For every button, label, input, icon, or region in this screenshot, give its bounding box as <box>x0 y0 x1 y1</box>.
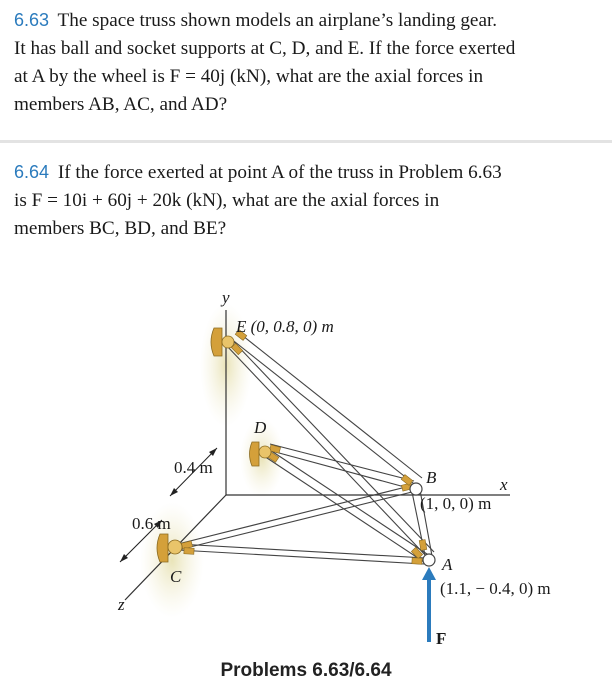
problem-6-64 <box>14 158 604 243</box>
member-db <box>268 450 412 489</box>
problem-6-63 <box>14 6 604 119</box>
label-a-coords: (1.1, − 0.4, 0) m <box>440 579 551 598</box>
member-ca <box>178 550 424 564</box>
joint-c <box>168 540 182 554</box>
problem-6-64-line-3: members BC, BD, and BE? <box>14 218 227 239</box>
end-cap <box>412 558 422 565</box>
z-axis-label: z <box>118 595 125 614</box>
joint-d <box>259 446 271 458</box>
force-arrow-head-icon <box>422 567 436 580</box>
member-ca <box>178 544 426 558</box>
joint-e <box>222 336 234 348</box>
label-c: C <box>170 567 182 586</box>
dimension-label-06: 0.6 m <box>132 514 171 533</box>
problem-6-63-line-2: It has ball and socket supports at C, D, and E. If the force exerted <box>14 38 516 59</box>
section-divider <box>0 140 612 143</box>
bracket-c <box>157 534 168 562</box>
bracket-e <box>211 328 222 356</box>
y-axis-label: y <box>222 288 230 307</box>
problem-number: 6.64 <box>14 162 50 182</box>
member-db <box>270 444 414 481</box>
label-a: A <box>442 555 453 574</box>
label-b: B <box>426 468 437 487</box>
problem-number: 6.63 <box>14 10 50 30</box>
figure-caption: Problems 6.63/6.64 <box>220 660 392 681</box>
problem-6-63-line-4: members AB, AC, and AD? <box>14 94 228 115</box>
label-b-coords: (1, 0, 0) m <box>420 494 492 513</box>
end-cap <box>184 548 194 555</box>
problem-6-64-line-1 <box>14 158 604 187</box>
problem-6-63-line-3: at A by the wheel is F = 40j (kN), what are the axial forces in <box>14 66 484 87</box>
x-axis-label: x <box>500 475 508 494</box>
bracket-d <box>250 442 260 466</box>
label-e: E (0, 0.8, 0) m <box>236 317 334 336</box>
problem-6-63-line-1 <box>14 6 604 35</box>
joint-a <box>423 554 435 566</box>
truss-figure <box>0 270 612 655</box>
problem-text: If the force exerted at point A of the truss in Problem 6.63 <box>57 162 502 183</box>
end-cap <box>419 540 427 551</box>
problem-6-64-line-2: is F = 10i + 60j + 20k (kN), what are the axial forces in <box>14 190 440 211</box>
label-f: F <box>436 629 447 648</box>
problem-text: The space truss shown models an airplane’s landing gear. <box>57 10 498 31</box>
label-d: D <box>254 418 267 437</box>
dimension-label-04: 0.4 m <box>174 458 213 477</box>
